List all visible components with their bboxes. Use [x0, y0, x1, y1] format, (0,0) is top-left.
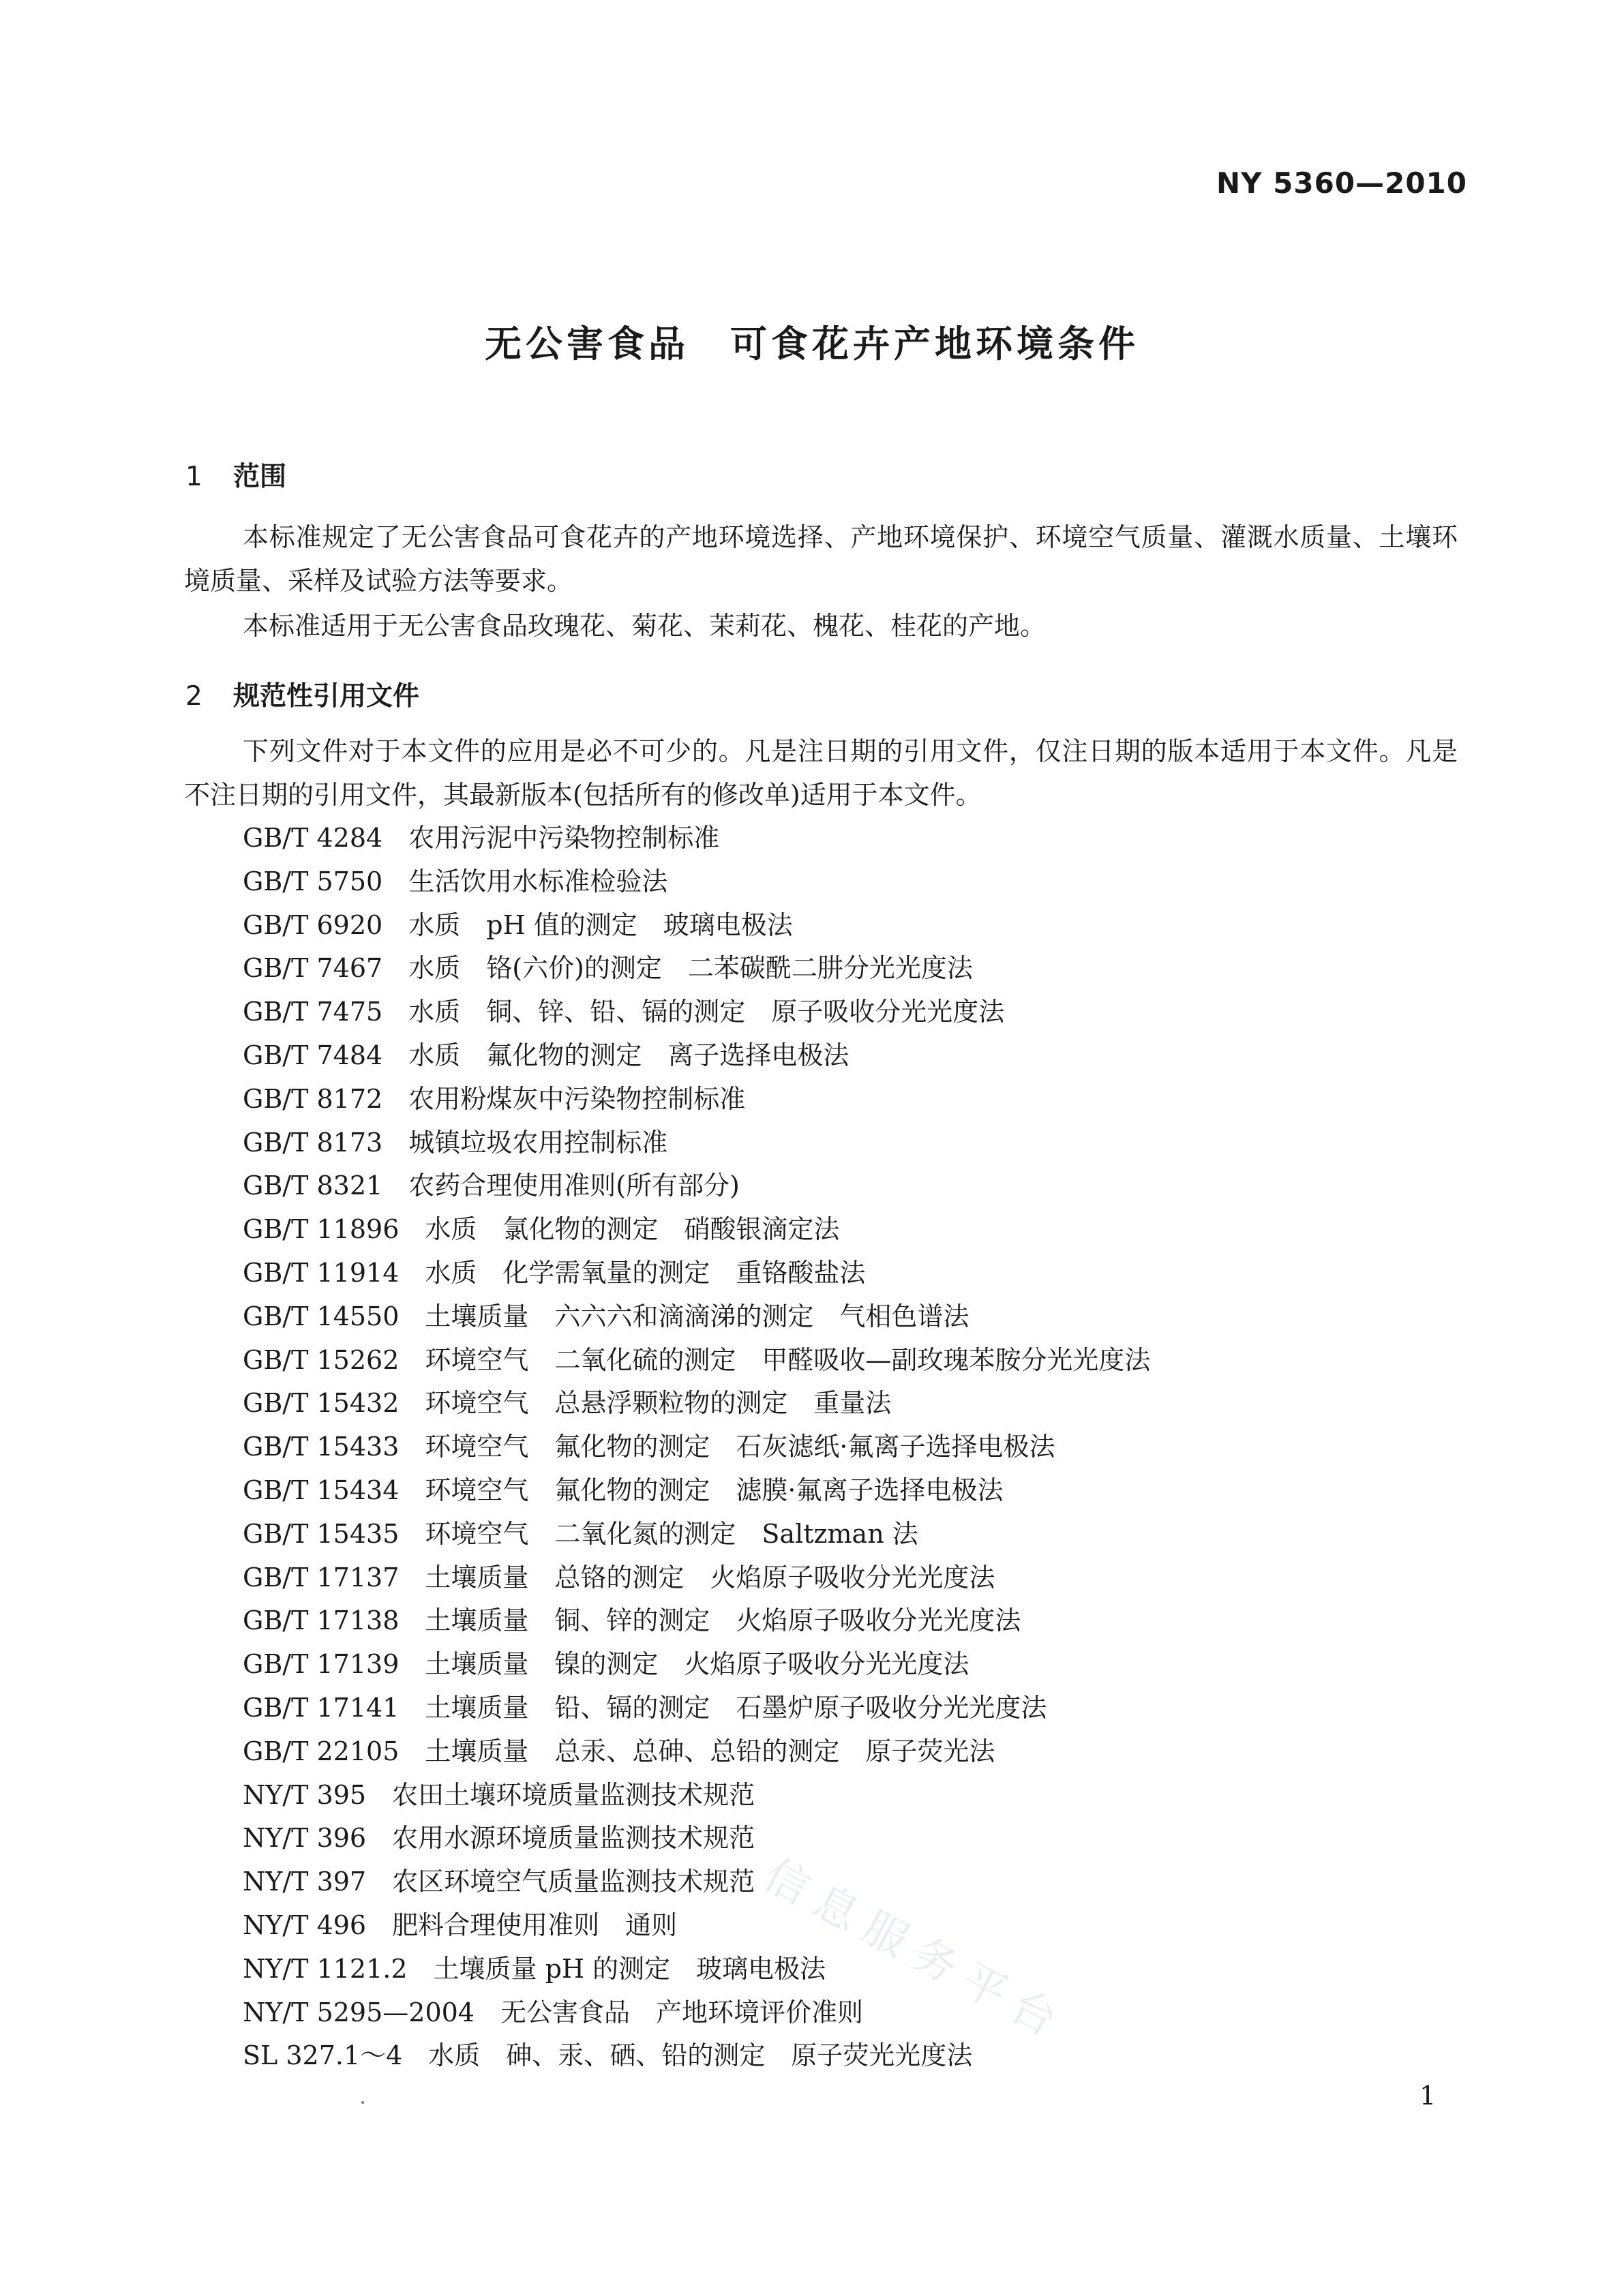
reference-item: GB/T 8173 城镇垃圾农用控制标准	[243, 1127, 668, 1158]
reference-item: GB/T 6920 水质 pH 值的测定 玻璃电极法	[243, 909, 793, 940]
reference-item: GB/T 14550 土壤质量 六六六和滴滴涕的测定 气相色谱法	[243, 1301, 969, 1331]
reference-list	[243, 817, 1150, 2078]
reference-item: GB/T 8321 农药合理使用准则(所有部分)	[243, 1171, 740, 1201]
reference-item: GB/T 4284 农用污泥中污染物控制标准	[243, 823, 720, 853]
document-title: 无公害食品 可食花卉产地环境条件	[485, 322, 1139, 365]
reference-item: GB/T 22105 土壤质量 总汞、总砷、总铅的测定 原子荧光法	[243, 1736, 995, 1766]
section-1-title: 范围	[233, 462, 287, 492]
reference-item: GB/T 11896 水质 氯化物的测定 硝酸银滴定法	[243, 1214, 840, 1245]
reference-item: NY/T 496 肥料合理使用准则 通则	[243, 1910, 678, 1940]
reference-item: GB/T 7484 水质 氟化物的测定 离子选择电极法	[243, 1040, 849, 1070]
reference-item: GB/T 11914 水质 化学需氧量的测定 重铬酸盐法	[243, 1257, 866, 1288]
section-2-heading	[185, 675, 419, 713]
reference-item: NY/T 5295—2004 无公害食品 产地环境评价准则	[243, 1997, 863, 2027]
reference-item: GB/T 7475 水质 铜、锌、铅、镉的测定 原子吸收分光光度法	[243, 997, 1005, 1027]
section-1-paragraph-2: 本标准适用于无公害食品玫瑰花、菊花、茉莉花、槐花、桂花的产地。	[243, 611, 1047, 641]
page-number: 1	[1419, 2081, 1437, 2111]
reference-item: GB/T 5750 生活饮用水标准检验法	[243, 866, 668, 896]
reference-item: GB/T 17141 土壤质量 铅、镉的测定 石墨炉原子吸收分光光度法	[243, 1692, 1047, 1723]
standard-code: NY 5360—2010	[1216, 166, 1467, 200]
reference-item: GB/T 15262 环境空气 二氧化硫的测定 甲醛吸收—副玫瑰苯胺分光光度法	[243, 1344, 1151, 1375]
reference-item: GB/T 15432 环境空气 总悬浮颗粒物的测定 重量法	[243, 1388, 892, 1419]
reference-item: GB/T 7467 水质 铬(六价)的测定 二苯碳酰二肼分光光度法	[243, 953, 973, 984]
reference-item: NY/T 1121.2 土壤质量 pH 的测定 玻璃电极法	[243, 1953, 826, 1984]
reference-item: GB/T 17138 土壤质量 铜、锌的测定 火焰原子吸收分光光度法	[243, 1605, 1021, 1636]
reference-item: SL 327.1～4 水质 砷、汞、硒、铅的测定 原子荧光光度法	[243, 2040, 973, 2071]
reference-item: NY/T 395 农田土壤环境质量监测技术规范	[243, 1779, 755, 1810]
reference-item: GB/T 15434 环境空气 氟化物的测定 滤膜·氟离子选择电极法	[243, 1475, 1004, 1505]
section-1-number: 1	[185, 462, 202, 492]
reference-item: GB/T 15433 环境空气 氟化物的测定 石灰滤纸·氟离子选择电极法	[243, 1432, 1055, 1462]
reference-item: NY/T 396 农用水源环境质量监测技术规范	[243, 1823, 755, 1854]
section-2-intro: 下列文件对于本文件的应用是必不可少的。凡是注日期的引用文件，仅注日期的版本适用于本文件。凡是不注日期的引用文件，其最新版本(包括所有的修改单)适用于本文件。	[184, 736, 1458, 810]
section-2-title: 规范性引用文件	[233, 681, 420, 712]
reference-item: GB/T 17137 土壤质量 总铬的测定 火焰原子吸收分光光度法	[243, 1562, 995, 1593]
reference-item: GB/T 8172 农用粉煤灰中污染物控制标准	[243, 1083, 746, 1114]
watermark: 信息服务平台	[755, 1850, 1076, 2052]
section-1-heading	[185, 455, 286, 494]
reference-item: GB/T 15435 环境空气 二氧化氮的测定 Saltzman 法	[243, 1518, 918, 1549]
reference-item: NY/T 397 农区环境空气质量监测技术规范	[243, 1867, 755, 1897]
scan-speck	[361, 2101, 364, 2104]
reference-item: GB/T 17139 土壤质量 镍的测定 火焰原子吸收分光光度法	[243, 1649, 969, 1680]
section-1-paragraph-1: 本标准规定了无公害食品可食花卉的产地环境选择、产地环境保护、环境空气质量、灌溉水质量、土壤环境质量、采样及试验方法等要求。	[184, 522, 1458, 596]
section-2-number: 2	[185, 681, 202, 712]
